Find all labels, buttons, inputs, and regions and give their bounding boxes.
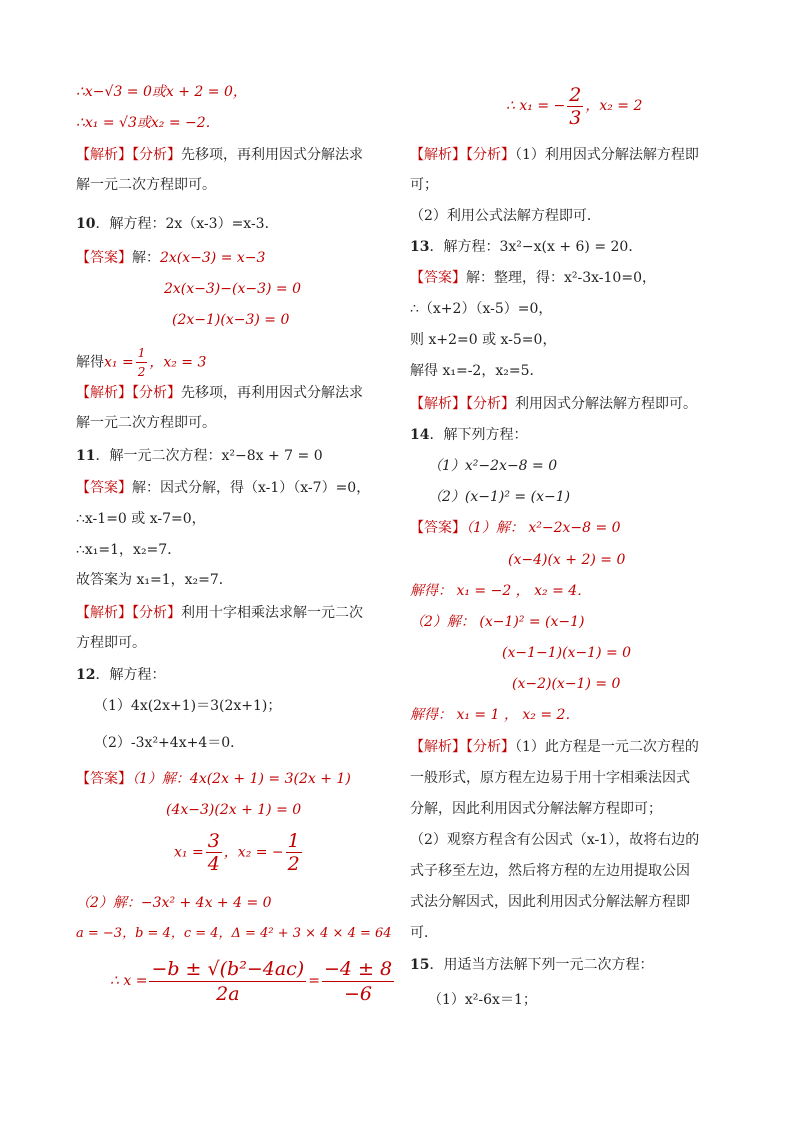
question-text: ．用适当方法解下列一元二次方程： (429, 957, 654, 973)
denominator: 2a (216, 982, 240, 1005)
analysis-tag: 【解析】【分析】 (410, 396, 515, 412)
question-14 (410, 425, 527, 445)
denominator: 4 (207, 853, 220, 875)
analysis-tag: 【解析】【分析】 (76, 385, 181, 401)
equation: x₁ = (174, 844, 204, 861)
sub-question: （1）4x(2x+1)＝3(2x+1)； (94, 698, 282, 714)
equation: x₁ = (104, 354, 134, 371)
equation: ，x₂ = 3 (149, 354, 207, 371)
analysis-line (410, 394, 697, 414)
numerator: −b ± √(b²−4ac) (151, 957, 305, 980)
analysis-line: 解一元二次方程即可。 (76, 177, 216, 193)
analysis-text: （1）利用因式分解法解方程即 (515, 147, 699, 163)
equation-fractions (174, 830, 304, 875)
answer-line: ∴x₁=1，x₂=7． (76, 542, 182, 558)
question-number: 14 (410, 427, 430, 443)
denominator: −6 (344, 982, 373, 1005)
equation: ∴ x₁ = − (506, 98, 566, 114)
equation: （1）解：4x(2x + 1) = 3(2x + 1) (132, 771, 351, 787)
question-text: ．解方程： (95, 667, 166, 683)
answer-line (76, 248, 265, 268)
numerator: −4 ± 8 (323, 957, 393, 980)
answer-tag: 【答案】 (76, 771, 132, 787)
fraction (286, 830, 302, 875)
answer-tag: 【答案】 (410, 270, 466, 286)
equation: 2x(x−3)−(x−3) = 0 (164, 281, 301, 297)
answer-line (76, 893, 272, 913)
equation-fractions (506, 82, 642, 130)
equation: (4x−3)(2x + 1) = 0 (166, 802, 302, 818)
answer-text: 解：整理，得：x²-3x-10=0， (466, 270, 656, 286)
equation: 解得： x₁ = 1 ， x₂ = 2． (410, 707, 580, 723)
sub-question: （1）x²−2x−8 = 0 (428, 458, 558, 474)
equation: 2x(x−3) = x−3 (160, 250, 266, 266)
question-number: 11 (76, 448, 96, 464)
analysis-tag: 【解析】【分析】 (410, 147, 515, 163)
question-text: ．解方程：3x²−x(x + 6) = 20． (429, 239, 643, 255)
numerator: 3 (207, 830, 220, 852)
analysis-text: 利用因式分解法解方程即可。 (515, 396, 697, 412)
quadratic-formula (110, 956, 396, 1006)
question-number: 12 (76, 667, 96, 683)
question-11 (76, 446, 323, 466)
answer-tag: 【答案】 (76, 480, 132, 496)
fraction (567, 84, 583, 129)
question-text: ．解方程：2x（x-3）=x-3． (95, 216, 279, 232)
answer-line: ∴x-1=0 或 x-7=0， (76, 511, 206, 527)
question-12 (76, 665, 165, 685)
answer-line (76, 769, 351, 789)
answer-line: ∴（x+2）（x-5）=0， (410, 301, 553, 317)
sub-question: （2）-3x²+4x+4＝0． (94, 735, 245, 751)
analysis-line (410, 737, 699, 757)
analysis-text: 先移项，再利用因式分解法求 (181, 385, 363, 401)
analysis-line: 方程即可。 (76, 635, 146, 651)
fraction (206, 830, 222, 875)
analysis-line: （2）利用公式法解方程即可． (410, 208, 601, 224)
solution-line: ∴x₁ = √3或x₂ = −2． (76, 115, 220, 131)
equation: (2x−1)(x−3) = 0 (172, 312, 290, 328)
question-text: ．解下列方程： (429, 427, 528, 443)
analysis-line (76, 145, 363, 165)
answer-line: 则 x+2=0 或 x-5=0， (410, 332, 557, 348)
analysis-line (76, 383, 363, 403)
answer-line (410, 518, 621, 538)
equation: = (308, 973, 320, 989)
analysis-line: 式子移至左边，然后将方程的左边用提取公因 (410, 863, 690, 879)
analysis-tag: 【解析】【分析】 (76, 605, 181, 621)
analysis-text: （1）此方程是一元二次方程的 (515, 739, 699, 755)
equation: (x−4)(x + 2) = 0 (508, 552, 626, 568)
answer-line: 解得 x₁=-2，x₂=5． (410, 363, 544, 379)
question-13 (410, 237, 642, 257)
analysis-tag: 【解析】【分析】 (76, 147, 181, 163)
analysis-line: 式法分解因式，因此利用因式分解法解方程即 (410, 894, 690, 910)
equation: (x−1−1)(x−1) = 0 (502, 645, 632, 661)
answer-tag: 【答案】 (76, 250, 132, 266)
equation: (x−2)(x−1) = 0 (512, 676, 621, 692)
solution-line: ∴x−√3 = 0或x + 2 = 0， (76, 84, 247, 100)
fraction (149, 957, 306, 1006)
answer-line (76, 344, 206, 381)
analysis-line: 可； (410, 177, 438, 193)
analysis-tag: 【解析】【分析】 (410, 739, 515, 755)
analysis-line: 一般形式，原方程左边易于用十字相乘法因式 (410, 770, 690, 786)
denominator: 3 (569, 106, 582, 129)
equation: ，x₂ = 2 (585, 98, 643, 114)
fraction (136, 344, 148, 381)
sub-question: （1）x²-6x＝1； (428, 992, 537, 1008)
answer-text: 解：因式分解，得（x-1）（x-7）=0， (132, 480, 371, 496)
denominator: 2 (137, 365, 146, 379)
equation: 解得： x₁ = −2 ， x₂ = 4． (410, 583, 592, 599)
denominator: 2 (287, 853, 300, 875)
answer-tag: 【答案】 (410, 520, 466, 536)
answer-lead: 解： (132, 250, 160, 266)
question-number: 13 (410, 239, 430, 255)
equation: ，x₂ = − (223, 844, 284, 861)
analysis-line (76, 603, 363, 623)
analysis-line: 可． (410, 925, 438, 941)
numerator: 1 (136, 344, 148, 363)
sub-question: （2）(x−1)² = (x−1) (428, 489, 571, 505)
equation: （1）解： x²−2x−8 = 0 (466, 520, 621, 536)
equation: ∴ x = (110, 973, 148, 989)
question-text: ．解一元二次方程：x²−8x + 7 = 0 (95, 448, 323, 464)
question-10 (76, 214, 279, 234)
question-15 (410, 955, 653, 975)
analysis-line (410, 145, 699, 165)
answer-lead: 解得 (76, 354, 104, 371)
fraction (322, 957, 394, 1006)
analysis-line: （2）观察方程含有公因式（x-1），故将右边的 (410, 832, 700, 848)
answer-line (410, 268, 656, 288)
analysis-line: 分解，因此利用因式分解法解方程即可； (410, 801, 662, 817)
equation: a = −3，b = 4，c = 4，Δ = 4² + 3 × 4 × 4 = 64 (76, 926, 392, 941)
answer-line (76, 478, 370, 498)
answer-line: 故答案为 x₁=1，x₂=7． (76, 572, 233, 588)
analysis-line: 解一元二次方程即可。 (76, 415, 216, 431)
analysis-text: 先移项，再利用因式分解法求 (181, 147, 363, 163)
numerator: 2 (569, 83, 582, 106)
question-number: 15 (410, 957, 430, 973)
equation: （2）解： (x−1)² = (x−1) (410, 614, 585, 630)
equation: （2）解：−3x² + 4x + 4 = 0 (76, 895, 272, 911)
numerator: 1 (287, 830, 300, 852)
question-number: 10 (76, 216, 96, 232)
analysis-text: 利用十字相乘法求解一元二次 (181, 605, 363, 621)
